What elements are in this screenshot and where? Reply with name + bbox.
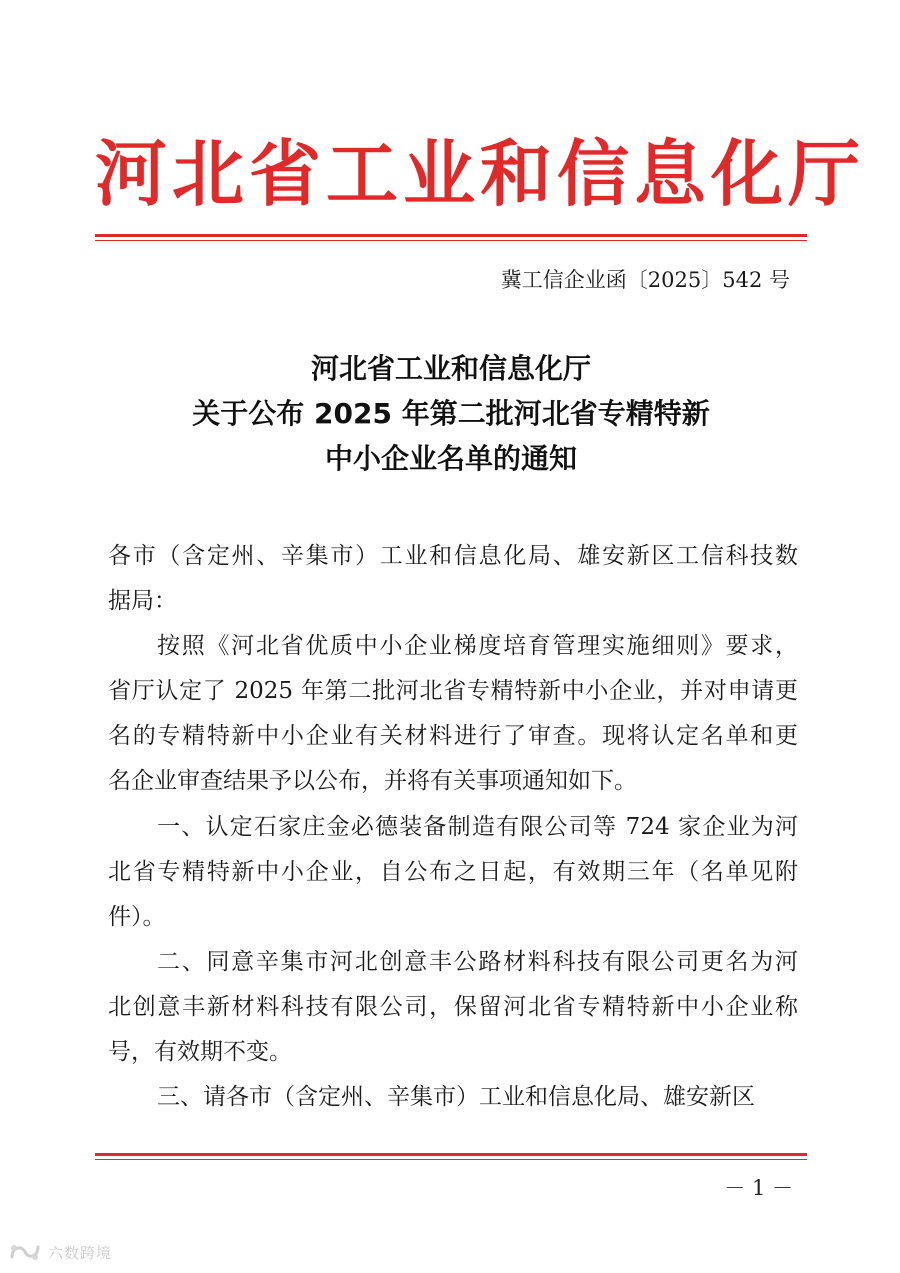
watermark-logo-icon [8,1241,42,1263]
footer-rule-thick [95,1153,807,1156]
watermark [8,1238,112,1266]
letterhead-rule-thin [95,240,807,241]
page-number: － 1 － [724,1176,793,1200]
document-number: 冀工信企业函〔2025〕542 号 [500,268,790,292]
letterhead-rule-thick [95,234,807,237]
body-line: 北创意丰新材料科技有限公司，保留河北省专精特新中小企业称 [108,994,798,1020]
title-line-3: 中小企业名单的通知 [324,442,577,475]
body-line: 名的专精特新中小企业有关材料进行了审查。现将认定名单和更 [108,723,798,749]
body-line: 据局： [108,588,177,614]
body-line: 二、同意辛集市河北创意丰公路材料科技有限公司更名为河 [157,949,798,975]
body-line: 件）。 [108,904,166,930]
footer-rule-thin [95,1159,807,1160]
body-line: 号，有效期不变。 [108,1039,292,1065]
body-line: 三、请各市（含定州、辛集市）工业和信息化局、雄安新区 [157,1084,755,1110]
watermark-text: 六数跨境 [48,1243,113,1262]
body-line: 名企业审查结果予以公布，并将有关事项通知如下。 [108,768,637,794]
body-line: 一、认定石家庄金必德装备制造有限公司等 724 家企业为河 [157,814,798,840]
title-line-2: 关于公布 2025 年第二批河北省专精特新 [192,397,710,430]
body-line: 省厅认定了 2025 年第二批河北省专精特新中小企业，并对申请更 [108,678,798,704]
body-line: 按照《河北省优质中小企业梯度培育管理实施细则》要求， [157,633,798,659]
body-line: 各市（含定州、辛集市）工业和信息化局、雄安新区工信科技数 [108,543,798,569]
body-line: 北省专精特新中小企业，自公布之日起，有效期三年（名单见附 [108,859,798,885]
letterhead-org-name: 河北省工业和信息化厅 [95,131,866,216]
title-line-1: 河北省工业和信息化厅 [310,352,591,385]
